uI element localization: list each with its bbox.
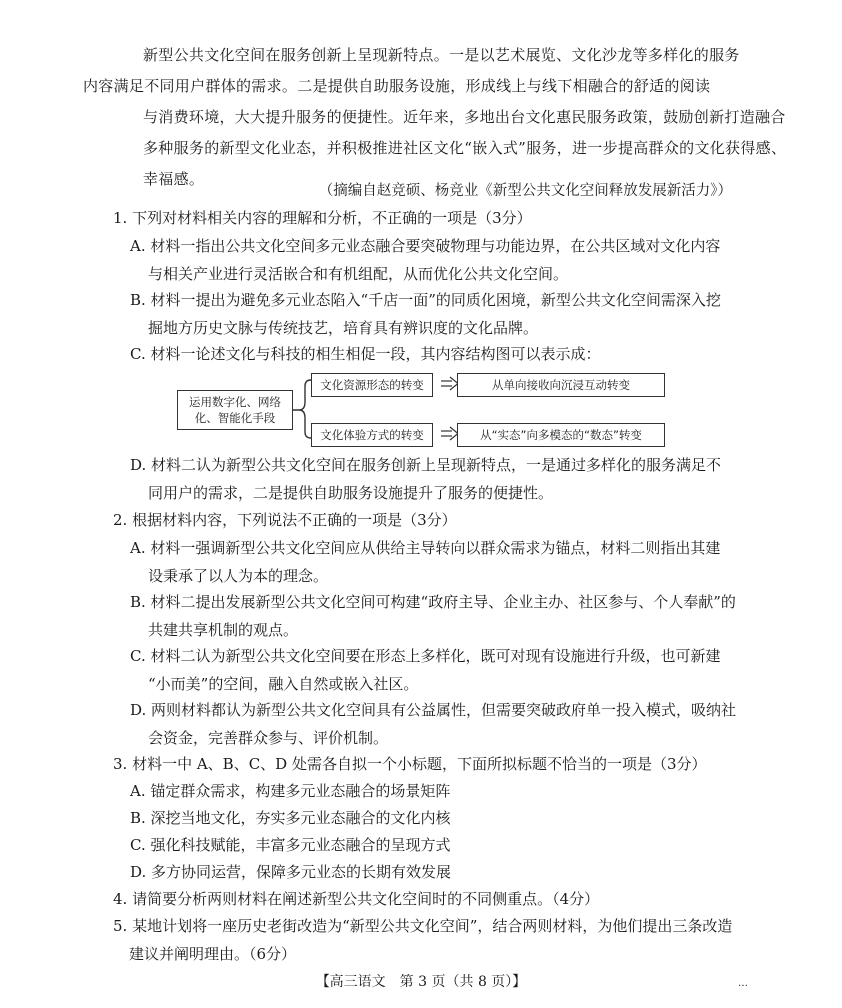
question-3-option-b: B. 深挖当地文化，夯实多元业态融合的文化内核 bbox=[130, 809, 451, 827]
page-footer: 【高三语文 第 3 页（共 8 页）】 bbox=[315, 974, 527, 990]
question-1-option-c bbox=[130, 340, 735, 368]
question-line: 5. 某地计划将一座历史老街改造为“新型公共文化空间”，结合两则材料，为他们提出三条改造 bbox=[113, 917, 733, 935]
intro-paragraph bbox=[83, 40, 787, 195]
option-line: D. 材料二认为新型公共文化空间在服务创新上呈现新特点，一是通过多样化的服务满足不 bbox=[130, 456, 722, 474]
option-line: 会资金，完善群众参与、评价机制。 bbox=[148, 729, 389, 747]
paragraph-line: 内容满足不同用户群体的需求。二是提供自助服务设施，形成线上与线下相融合的舒适的阅读 bbox=[83, 77, 711, 95]
option-line: 掘地方历史文脉与传统技艺，培育具有辨识度的文化品牌。 bbox=[148, 319, 539, 337]
option-line: 同用户的需求，二是提供自助服务设施提升了服务的便捷性。 bbox=[148, 484, 554, 502]
diagram-bottom-mid-box: 文化体验方式的转变 bbox=[311, 423, 433, 447]
root-box-line: 运用数字化、网络 bbox=[189, 395, 281, 409]
question-2-option-b bbox=[130, 588, 735, 644]
question-1-option-b bbox=[130, 286, 735, 342]
question-1-option-d bbox=[130, 451, 735, 507]
diagram-top-right-box: 从单向接收向沉浸互动转变 bbox=[457, 373, 665, 397]
option-line: A. 材料一指出公共文化空间多元业态融合要突破物理与功能边界，在公共区域对文化内容 bbox=[130, 237, 721, 255]
paragraph-line: 幸福感。 bbox=[143, 170, 205, 188]
top-arrow-icon bbox=[441, 377, 458, 390]
structure-diagram bbox=[175, 372, 675, 452]
question-3-option-d: D. 多方协同运营，保障多元业态的长期有效发展 bbox=[130, 863, 452, 881]
diagram-bottom-right-box: 从“实态”向多模态的“数态”转变 bbox=[457, 423, 665, 447]
question-1-option-a bbox=[130, 232, 735, 288]
option-line: D. 两则材料都认为新型公共文化空间具有公益属性，但需要突破政府单一投入模式，吸纳社 bbox=[130, 701, 737, 719]
option-line: 共建共享机制的观点。 bbox=[148, 621, 299, 639]
question-2-option-a bbox=[130, 534, 735, 590]
option-line: 与相关产业进行灵活嵌合和有机组配，从而优化公共文化空间。 bbox=[148, 265, 569, 283]
option-line: A. 材料一强调新型公共文化空间应从供给主导转向以群众需求为锚点，材料二则指出其建 bbox=[130, 539, 721, 557]
question-4: 4. 请简要分析两则材料在阐述新型公共文化空间时的不同侧重点。（4分） bbox=[113, 890, 600, 908]
question-1-stem: 1. 下列对材料相关内容的理解和分析，不正确的一项是（3分） bbox=[113, 209, 532, 227]
paragraph-line: 新型公共文化空间在服务创新上呈现新特点。一是以艺术展览、文化沙龙等多样化的服务 bbox=[143, 46, 740, 64]
source-citation: （摘编自赵竞硕、杨竞业《新型公共文化空间释放发展新活力》） bbox=[318, 183, 732, 199]
question-3-option-a: A. 锚定群众需求，构建多元业态融合的场景矩阵 bbox=[130, 782, 451, 800]
paragraph-line: 与消费环境，大大提升服务的便捷性。近年来，多地出台文化惠民服务政策，鼓励创新打造融合 bbox=[143, 108, 786, 126]
question-2-option-c bbox=[130, 642, 735, 698]
paragraph-line: 多种服务的新型文化业态，并积极推进社区文化“嵌入式”服务，进一步提高群众的文化获得感、 bbox=[143, 139, 787, 157]
question-2-stem: 2. 根据材料内容，下列说法不正确的一项是（3分） bbox=[113, 511, 457, 529]
brace-shape bbox=[293, 380, 311, 438]
diagram-root-box bbox=[177, 390, 293, 430]
option-line: “小而美”的空间，融入自然或嵌入社区。 bbox=[148, 675, 419, 693]
question-3-stem: 3. 材料一中 A、B、C、D 处需各自拟一个小标题，下面所拟标题不恰当的一项是（3分） bbox=[113, 755, 707, 773]
bottom-arrow-icon bbox=[441, 427, 458, 440]
question-3-option-c: C. 强化科技赋能，丰富多元业态融合的呈现方式 bbox=[130, 836, 451, 854]
option-line: 设秉承了以人为本的理念。 bbox=[148, 567, 329, 585]
option-line: B. 材料二提出发展新型公共文化空间可构建“政府主导、企业主办、社区参与、个人奉献”的 bbox=[130, 593, 736, 611]
question-2-option-d bbox=[130, 696, 735, 752]
footer-mark: … bbox=[738, 978, 748, 989]
diagram-top-mid-box: 文化资源形态的转变 bbox=[311, 373, 433, 397]
option-line: B. 材料一提出为避免多元业态陷入“千店一面”的同质化困境，新型公共文化空间需深入挖 bbox=[130, 291, 721, 309]
root-box-line: 化、智能化手段 bbox=[194, 411, 276, 425]
option-line: C. 材料二认为新型公共文化空间要在形态上多样化，既可对现有设施进行升级，也可新建 bbox=[130, 647, 721, 665]
option-line: C. 材料一论述文化与科技的相生相促一段，其内容结构图可以表示成： bbox=[130, 345, 601, 363]
question-line: 建议并阐明理由。（6分） bbox=[129, 945, 297, 963]
question-5 bbox=[113, 912, 743, 968]
